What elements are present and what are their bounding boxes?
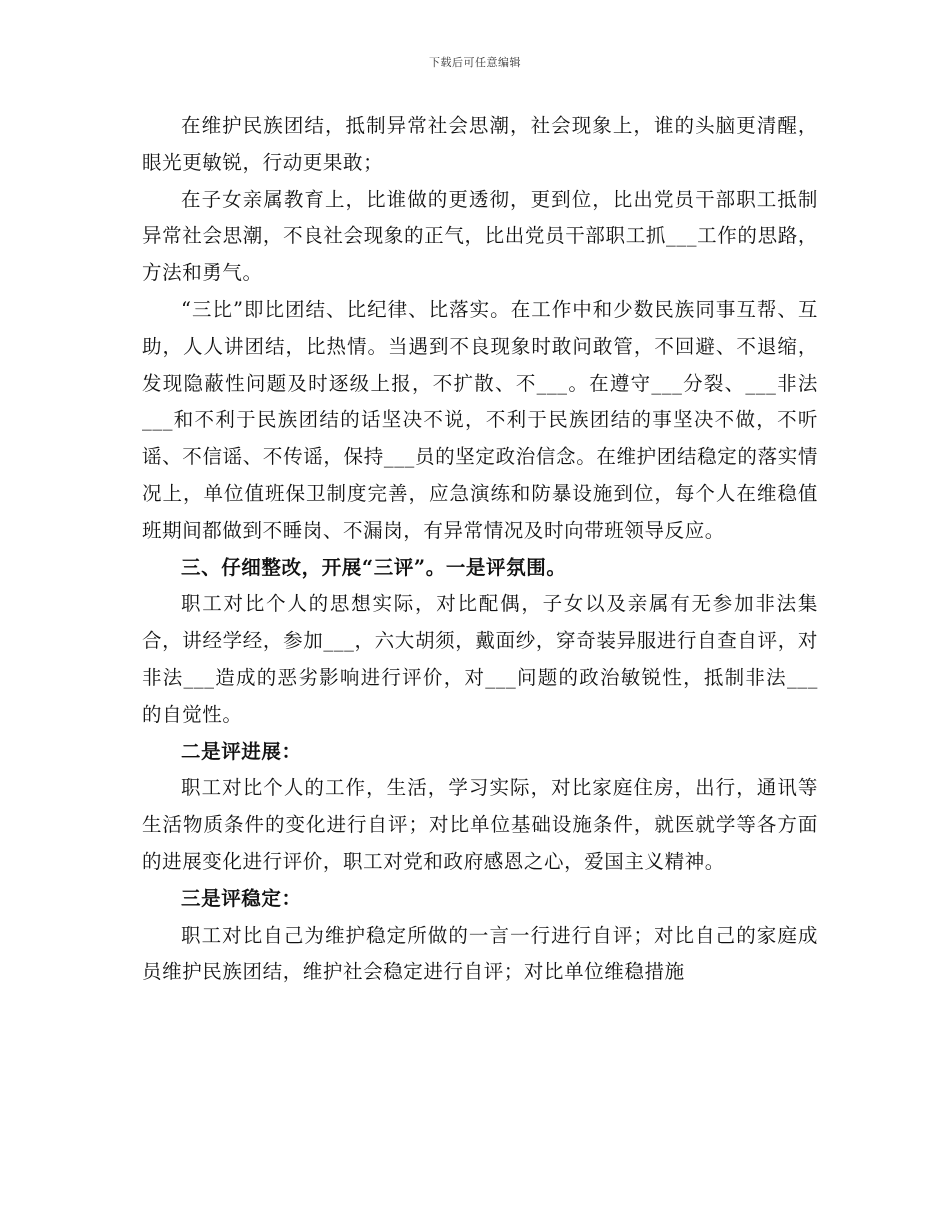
paragraph-evaluate-progress: 职工对比个人的工作，生活，学习实际，对比家庭住房，出行，通讯等生活物质条件的变化进行自评；对比单位基础设施条件，就医就学等各方面的进展变化进行评价，职工对党和政府感恩之心，爱国主义精神。: [142, 776, 818, 873]
paragraph-family-education: 在子女亲属教育上，比谁做的更透彻，更到位，比出党员干部职工抵制异常社会思潮，不良社会现象的正气，比出党员干部职工抓___工作的思路，方法和勇气。: [142, 187, 818, 285]
page-header: 下载后可任意编辑: [429, 56, 521, 69]
paragraph-evaluate-stability: 职工对比自己为维护稳定所做的一言一行进行自评；对比自己的家庭成员维护民族团结，维护社会稳定进行自评；对比单位维稳措施: [142, 923, 818, 984]
paragraph-evaluate-atmosphere: 职工对比个人的思想实际，对比配偶，子女以及亲属有无参加非法集合，讲经学经，参加___，六大胡须，戴面纱，穿奇装异服进行自查自评，对非法___造成的恶劣影响进行评价，对___问题的政治敏锐性，抵制非法___的自觉性。: [142, 592, 818, 726]
document-body: [142, 108, 818, 991]
subheading-evaluate-progress: 二是评进展：: [181, 739, 302, 763]
paragraph-three-comparisons: “三比”即比团结、比纪律、比落实。在工作中和少数民族同事互帮、互助，人人讲团结，比热情。当遇到不良现象时敢问敢管，不回避、不退缩，发现隐蔽性问题及时逐级上报，不扩散、不___。在遵守___分裂、___非法___和不利于民族团结的话坚决不说，不利于民族团结的事坚决不做，不听谣、不信谣、不传谣，保持___员的坚定政治信念。在维护团结稳定的落实情况上，单位值班保卫制度完善，应急演练和防暴设施到位，每个人在维稳值班期间都做到不睡岗、不漏岗，有异常情况及时向带班领导反应。: [142, 297, 818, 542]
paragraph-ethnic-unity: 在维护民族团结，抵制异常社会思潮，社会现象上，谁的头脑更清醒，眼光更敏锐，行动更果敢；: [142, 114, 818, 174]
section-heading-three-evaluations: 三、仔细整改，开展“三评”。一是评氛围。: [181, 555, 567, 579]
subheading-evaluate-stability: 三是评稳定：: [181, 886, 302, 910]
